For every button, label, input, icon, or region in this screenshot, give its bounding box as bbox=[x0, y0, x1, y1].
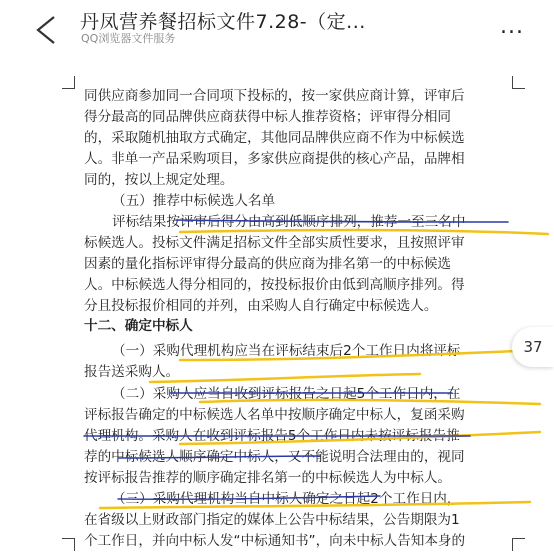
doc-line: 个工作日，并向中标人发“中标通知书”，向未中标人告知本身的 bbox=[84, 533, 466, 549]
doc-line: 人。非单一产品采购项目，多家供应商提供的核心产品，品牌相 bbox=[84, 151, 465, 167]
app-header bbox=[0, 0, 554, 50]
doc-line: 代理机构。采购人在收到评标报告5个工作日内未按评标报告推 bbox=[84, 428, 460, 444]
crop-mark bbox=[62, 76, 75, 89]
section-subheading: （五）推荐中标候选人名单 bbox=[112, 193, 276, 209]
doc-line: （三）采购代理机构当自中标人确定之日起2个工作日内， bbox=[112, 491, 461, 507]
crop-mark bbox=[512, 538, 525, 551]
doc-line: 同供应商参加同一合同项下投标的，按一家供应商计算，评审后 bbox=[84, 88, 465, 104]
doc-line: 评标结果按评审后得分由高到低顺序排列，推荐一至三名中 bbox=[112, 214, 466, 230]
doc-line: 荐的中标候选人顺序确定中标人，又不能说明合法理由的，视同 bbox=[84, 449, 465, 465]
crop-mark bbox=[512, 76, 525, 89]
section-heading: 十二、确定中标人 bbox=[84, 318, 193, 334]
service-label: QQ浏览器文件服务 bbox=[81, 32, 176, 45]
doc-line: 报告送采购人。 bbox=[84, 364, 180, 380]
doc-line: 按评标报告推荐的顺序确定排名第一的中标候选人为中标人。 bbox=[84, 470, 452, 486]
doc-line: （二）采购人应当自收到评标报告之日起5个工作日内，在 bbox=[112, 386, 461, 402]
doc-line: 在省级以上财政部门指定的媒体上公告中标结果，公告期限为1 bbox=[84, 512, 460, 528]
more-dots-icon[interactable]: ... bbox=[500, 14, 524, 39]
doc-line: 同的，按以上规定处理。 bbox=[84, 172, 234, 188]
doc-line: 分且投标报价相同的并列，由采购人自行确定中标候选人。 bbox=[84, 298, 438, 314]
doc-line: 评标报告确定的中标候选人名单中按顺序确定中标人，复函采购 bbox=[84, 407, 465, 423]
crop-mark bbox=[62, 538, 75, 551]
document-title: 丹凤营养餐招标文件7.28-（定... bbox=[80, 11, 366, 33]
doc-line: 标候选人。投标文件满足招标文件全部实质性要求，且按照评审 bbox=[84, 235, 465, 251]
doc-line: （一）采购代理机构应当在评标结束后2个工作日内将评标 bbox=[112, 343, 461, 359]
highlight-stroke bbox=[150, 374, 420, 382]
page-number-badge[interactable]: 37 bbox=[512, 327, 554, 367]
chevron-left-icon[interactable] bbox=[32, 14, 62, 46]
doc-line: 因素的量化指标评审得分最高的供应商为排名第一的中标候选 bbox=[84, 256, 452, 272]
doc-line: 人。中标候选人得分相同的，按投标报价由低到高顺序排列。得 bbox=[84, 277, 465, 293]
document-page[interactable] bbox=[0, 50, 554, 554]
doc-line: 得分最高的同品牌供应商获得中标人推荐资格；评审得分相同 bbox=[84, 109, 452, 125]
doc-line: 的，采取随机抽取方式确定，其他同品牌供应商不作为中标候选 bbox=[84, 130, 465, 146]
